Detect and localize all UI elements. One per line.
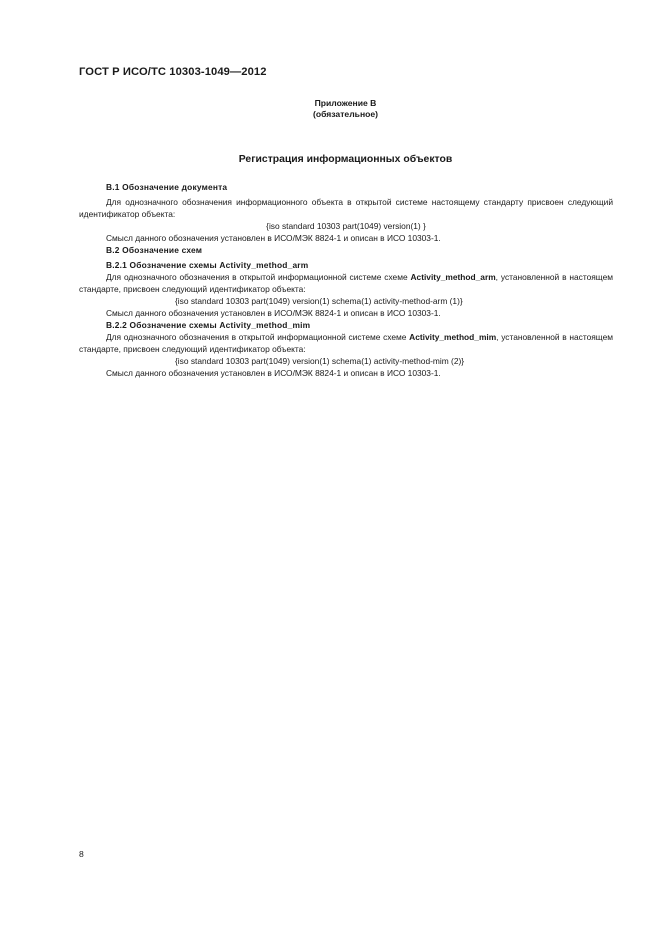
annex-block xyxy=(0,98,661,120)
standard-designation: ГОСТ Р ИСО/ТС 10303-1049—2012 xyxy=(79,66,267,78)
page-number: 8 xyxy=(79,849,84,859)
section-b22-text xyxy=(79,331,613,355)
section-b22-heading: В.2.2 Обозначение схемы Activity_method_mim xyxy=(106,320,311,330)
section-b21-text-before: Для однозначного обозначения в открытой информационной системе схеме xyxy=(106,272,411,282)
section-b1-identifier: {iso standard 10303 part(1049) version(1) } xyxy=(266,221,426,231)
section-b21-meaning: Смысл данного обозначения установлен в ИСО/МЭК 8824-1 и описан в ИСО 10303-1. xyxy=(106,308,441,318)
annex-title: Приложение В xyxy=(314,98,377,108)
section-b21-text xyxy=(79,271,613,295)
annex-status: (обязательное) xyxy=(312,109,379,119)
section-b1-heading: В.1 Обозначение документа xyxy=(106,182,228,192)
section-b22-identifier: {iso standard 10303 part(1049) version(1) schema(1) activity-method-mim (2)} xyxy=(175,356,465,366)
section-b22-text-before: Для однозначного обозначения в открытой информационной системе схеме xyxy=(106,332,410,342)
section-b21-identifier: {iso standard 10303 part(1049) version(1) schema(1) activity-method-arm (1)} xyxy=(175,296,463,306)
section-b1-text: Для однозначного обозначения информационного объекта в открытой системе настоящему стандарту присвоен следующий идентификатор объекта: xyxy=(79,197,613,219)
section-b22-meaning: Смысл данного обозначения установлен в ИСО/МЭК 8824-1 и описан в ИСО 10303-1. xyxy=(106,368,441,378)
section-b21-text-after: , установленной в настоящем стандарте, присвоен следующий идентификатор объекта: xyxy=(79,272,613,294)
annex-main-title: Регистрация информационных объектов xyxy=(238,154,453,165)
section-b21-heading: В.2.1 Обозначение схемы Activity_method_arm xyxy=(106,260,309,270)
section-b2-heading: В.2 Обозначение схем xyxy=(106,245,203,255)
annex-body xyxy=(79,181,613,379)
section-b22-schema-name: Activity_method_mim xyxy=(409,332,497,342)
section-b21-schema-name: Activity_method_arm xyxy=(410,272,496,282)
section-b22-text-after: , установленной в настоящем стандарте, присвоен следующий идентификатор объекта: xyxy=(79,332,613,354)
section-b1-meaning: Смысл данного обозначения установлен в ИСО/МЭК 8824-1 и описан в ИСО 10303-1. xyxy=(106,233,441,243)
